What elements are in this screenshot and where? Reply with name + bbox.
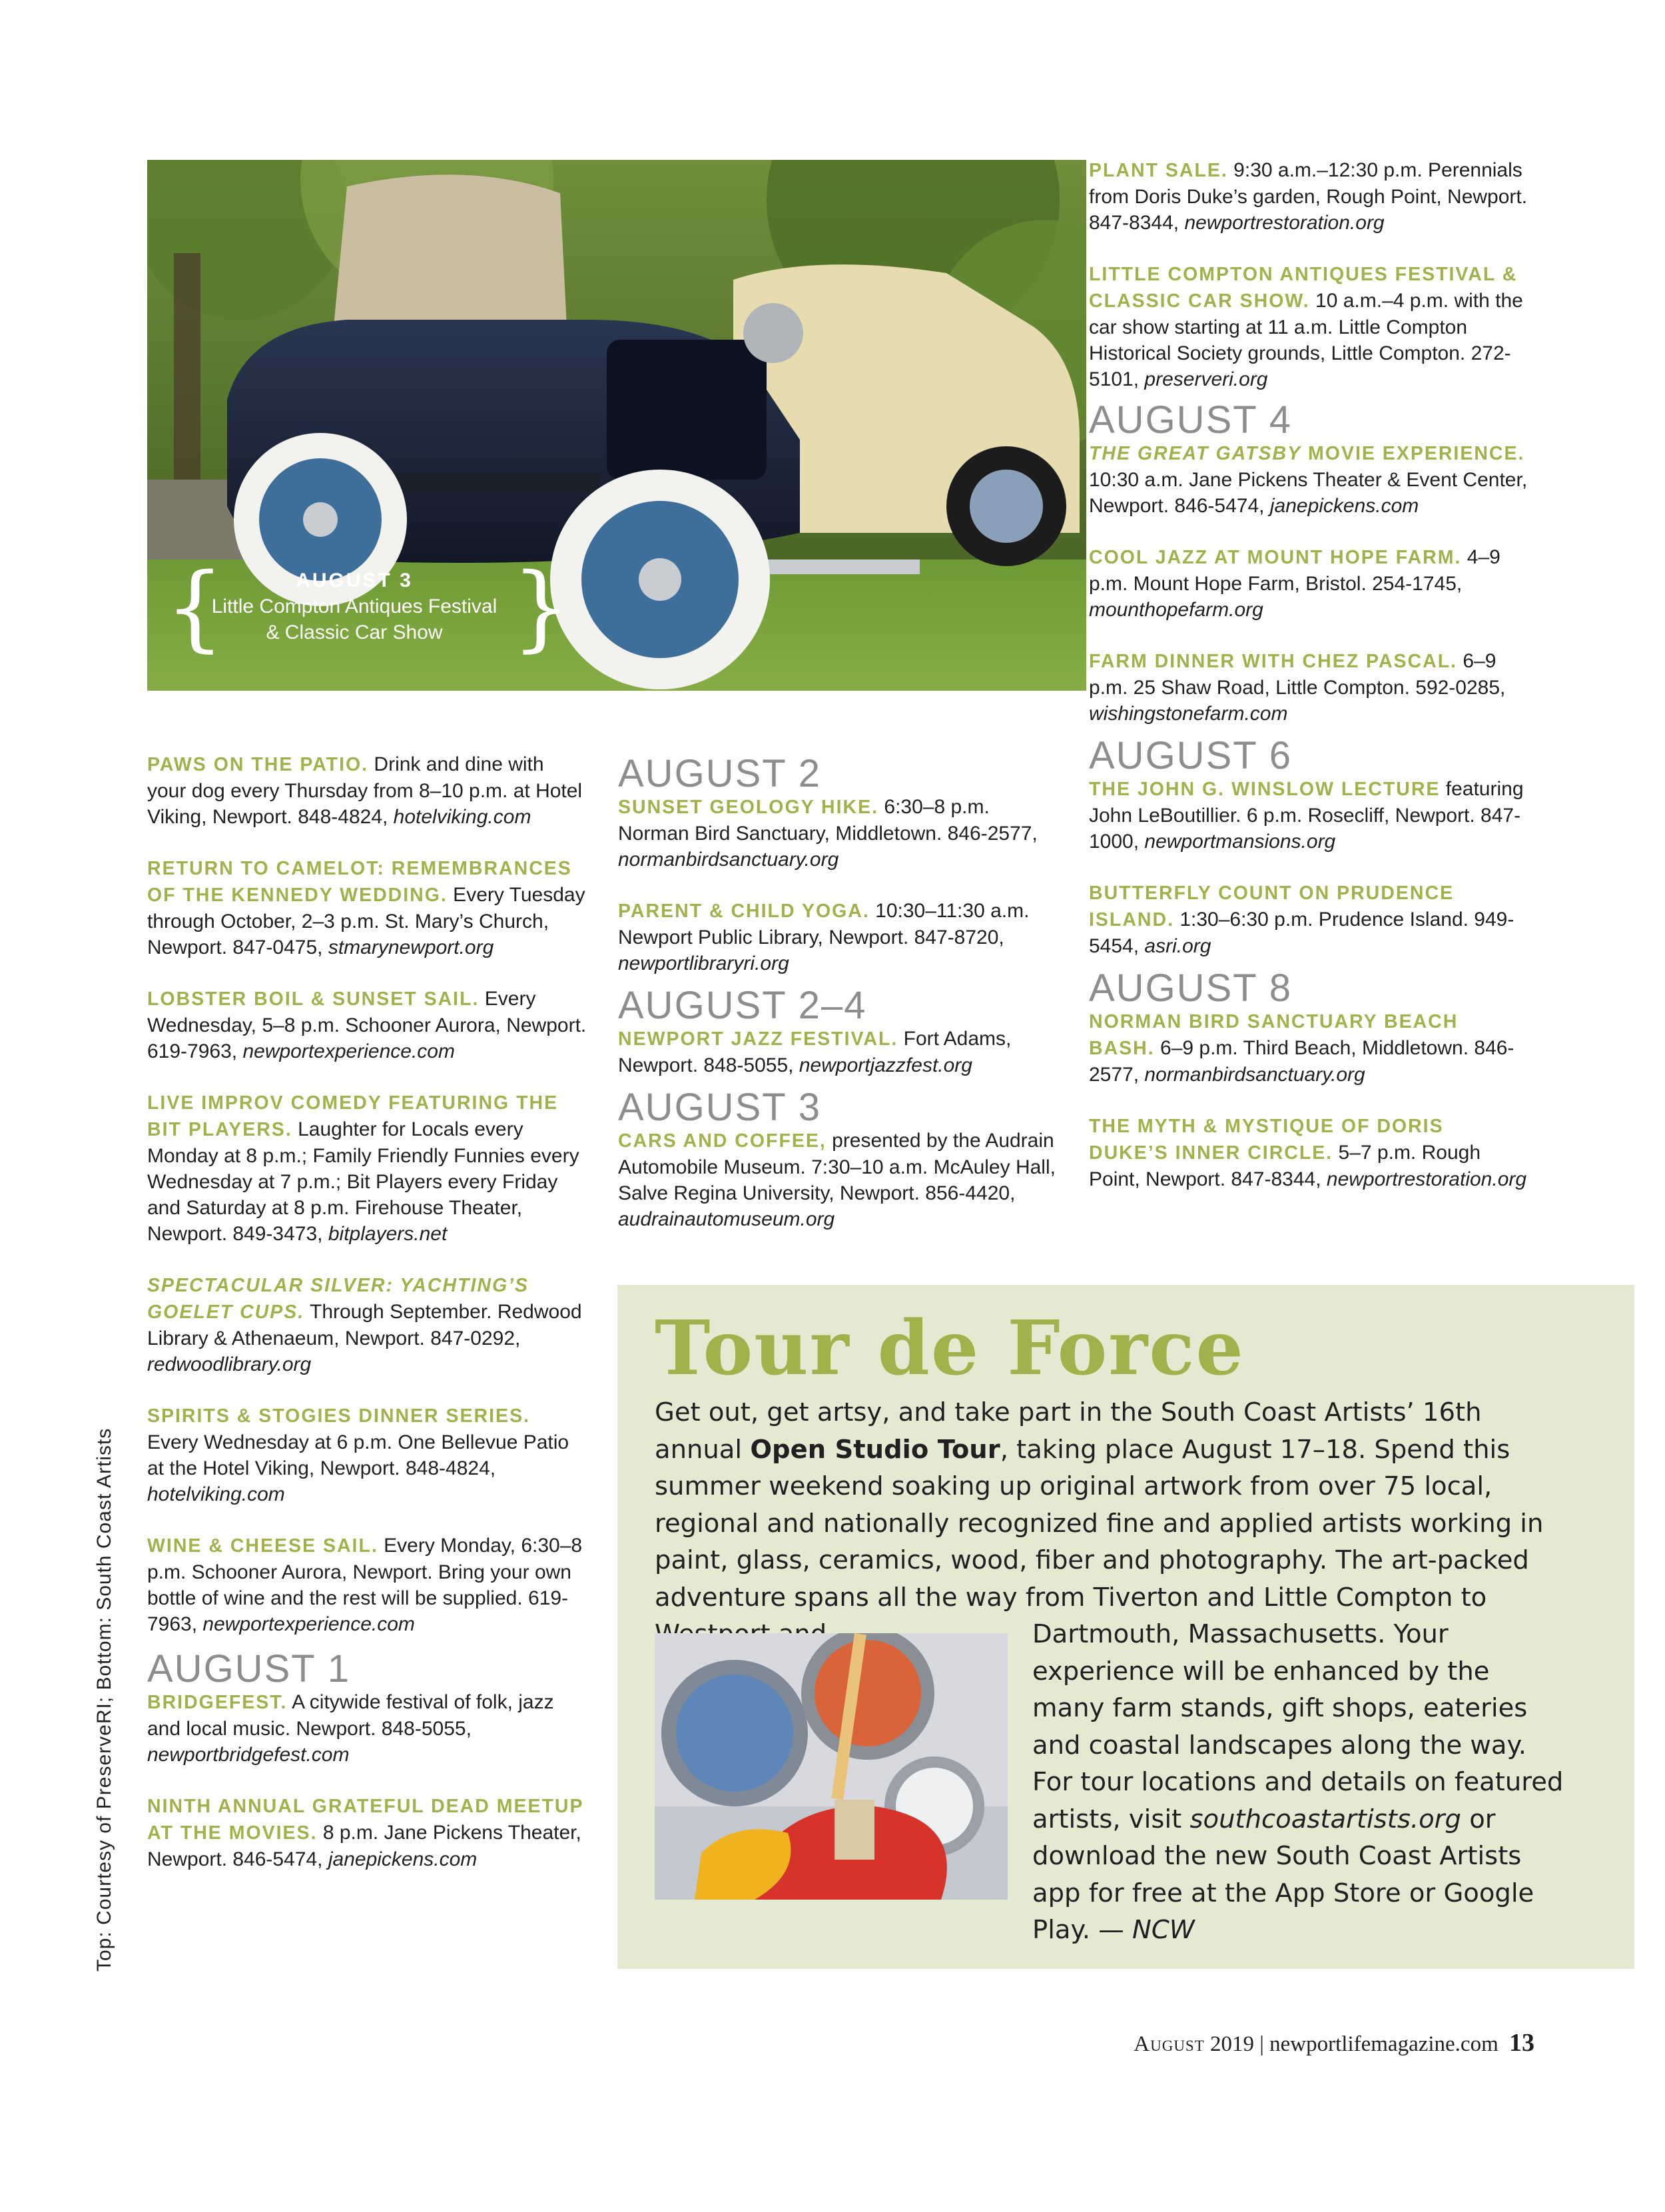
event-title: NEWPORT JAZZ FESTIVAL. (618, 1028, 898, 1050)
event-link[interactable]: newportexperience.com (242, 1040, 455, 1062)
event-link[interactable]: newportexperience.com (202, 1613, 415, 1635)
date-heading-aug-6: AUGUST 6 (1089, 734, 1293, 777)
event-title: LOBSTER BOIL & SUNSET SAIL. (147, 988, 480, 1010)
left-column (147, 751, 587, 1898)
event-link[interactable]: newportlibraryri.org (618, 952, 789, 974)
event-details: Laughter for Locals every Monday at 8 p.m.; Family Friendly Funnies every Wednesday at 7 p.m.; Bit Players every Friday and Saturday at 8 p.m. Firehouse Theater, Newport. 849-3473, (147, 1118, 579, 1245)
event-title: SPIRITS & STOGIES DINNER SERIES. (147, 1405, 530, 1427)
event-details: Every Wednesday, 5–8 p.m. Schooner Aurora, Newport. 619-7963, (147, 988, 587, 1062)
page-number: 13 (1509, 2029, 1534, 2057)
event-title: RETURN TO CAMELOT: REMEMBRANCES OF THE KENNEDY WEDDING. (147, 858, 572, 906)
event-lobster-boil (147, 986, 587, 1064)
date-heading-aug-3: AUGUST 3 (618, 1086, 822, 1129)
event-details: 9:30 a.m.–12:30 p.m. Perennials from Doris Duke’s garden, Rough Point, Newport. 847-8344, (1089, 159, 1528, 234)
event-details: 6:30–8 p.m. Norman Bird Sanctuary, Middletown. 846-2577, (618, 796, 1038, 845)
photo-caption (174, 567, 534, 645)
event-details: 4–9 p.m. Mount Hope Farm, Bristol. 254-1745, (1089, 546, 1500, 595)
event-paws-on-the-patio (147, 751, 587, 830)
event-details: Every Monday, 6:30–8 p.m. Schooner Aurora, Newport. Bring your own bottle of wine and the rest will be supplied. 619-7963, (147, 1535, 583, 1635)
page-footer (1134, 2028, 1534, 2057)
event-details: 5–7 p.m. Rough Point, Newport. 847-8344, (1089, 1142, 1481, 1190)
event-link[interactable]: janepickens.com (328, 1848, 478, 1870)
event-title: LITTLE COMPTON ANTIQUES FESTIVAL & CLASSIC CAR SHOW. (1089, 264, 1518, 312)
event-details: 10 a.m.–4 p.m. with the car show starting at 11 a.m. Little Compton Historical Society grounds, Little Compton. 272-5101, (1089, 290, 1523, 390)
footer-site[interactable]: newportlifemagazine.com (1269, 2032, 1498, 2056)
event-link[interactable]: normanbirdsanctuary.org (1144, 1064, 1365, 1086)
event-title: PLANT SALE. (1089, 160, 1228, 181)
footer-separator: | (1259, 2032, 1264, 2056)
event-sunset-geology-hike (618, 794, 1064, 873)
event-title: SUNSET GEOLOGY HIKE. (618, 797, 879, 818)
event-grateful-dead-meetup (147, 1793, 587, 1872)
caption-right-brace: } (511, 553, 571, 662)
event-parent-child-yoga (618, 898, 1064, 976)
event-live-improv (147, 1090, 587, 1247)
event-spirits-stogies (147, 1403, 587, 1507)
event-link[interactable]: newportjazzfest.org (799, 1054, 972, 1076)
event-title: NINTH ANNUAL GRATEFUL DEAD MEETUP AT THE MOVIES. (147, 1796, 584, 1844)
paint-cans-photo (655, 1633, 1008, 1900)
event-details: Every Wednesday at 6 p.m. One Bellevue Patio at the Hotel Viking, Newport. 848-4824, (147, 1431, 569, 1479)
tour-link[interactable]: southcoastartists.org (1189, 1804, 1461, 1834)
date-heading-aug-2: AUGUST 2 (618, 752, 822, 795)
event-link[interactable]: audrainautomuseum.org (618, 1208, 835, 1230)
event-title: BRIDGEFEST. (147, 1692, 288, 1713)
event-link[interactable]: newportrestoration.org (1184, 212, 1385, 234)
date-heading-aug-2-4: AUGUST 2–4 (618, 984, 867, 1027)
event-newport-jazz-festival (618, 1026, 1064, 1078)
caption-line-2: & Classic Car Show (266, 621, 443, 643)
caption-date: AUGUST 3 (296, 569, 413, 591)
event-cars-and-coffee (618, 1128, 1064, 1232)
tour-p2-lead: Dartmouth, Massachusetts. Your experience will be enhanced by the many farm stands, gift shops, eateries and coastal landscapes along the way. For tour locations and details on featured artists, visit (1032, 1619, 1564, 1834)
event-link[interactable]: newportmansions.org (1144, 831, 1336, 853)
event-beach-bash (1089, 1008, 1528, 1088)
tour-p1-lead: Get out, get artsy, and take part in the South Coast Artists’ 16th annual (655, 1397, 1482, 1465)
event-details: Fort Adams, Newport. 848-5055, (618, 1028, 1012, 1076)
event-return-to-camelot (147, 855, 587, 960)
event-title: NORMAN BIRD SANCTUARY BEACH BASH. (1089, 1011, 1459, 1059)
tour-p1-bold: Open Studio Tour (750, 1434, 1000, 1465)
event-details: 10:30–11:30 a.m. Newport Public Library, Newport. 847-8720, (618, 900, 1030, 948)
event-title: SPECTACULAR SILVER: YACHTING’S GOELET CUPS. (147, 1275, 529, 1323)
event-details: Drink and dine with your dog every Thursday from 8–10 p.m. at Hotel Viking, Newport. 848-4824, (147, 753, 583, 828)
event-link[interactable]: bitplayers.net (328, 1223, 448, 1245)
event-details: 6–9 p.m. 25 Shaw Road, Little Compton. 592-0285, (1089, 650, 1506, 699)
event-title: FARM DINNER WITH CHEZ PASCAL. (1089, 651, 1458, 672)
tour-p1-rest: , taking place August 17–18. Spend this summer weekend soaking up original artwork from over 75 local, regional and nationally recognized fine and applied artists working in paint, glass, ceramics, wood, fiber and photography. The art-packed adventure spans all the way from Tiverton and Little Compton to (655, 1434, 1544, 1613)
event-details: 6–9 p.m. Third Beach, Middletown. 846-2577, (1089, 1037, 1514, 1086)
event-title: THE MYTH & MYSTIQUE OF DORIS DUKE’S INNER CIRCLE. (1089, 1116, 1444, 1164)
event-myth-mystique (1089, 1113, 1528, 1192)
middle-column (618, 751, 1064, 1258)
event-details: 1:30–6:30 p.m. Prudence Island. 949-5454, (1089, 909, 1514, 957)
event-title: LIVE IMPROV COMEDY FEATURING THE BIT PLAYERS. (147, 1092, 559, 1140)
footer-month: August (1134, 2032, 1205, 2056)
event-butterfly-count (1089, 880, 1528, 959)
date-heading-aug-8: AUGUST 8 (1089, 966, 1293, 1010)
date-heading-aug-4: AUGUST 4 (1089, 398, 1293, 442)
event-link[interactable]: wishingstonefarm.com (1089, 703, 1288, 725)
event-link[interactable]: janepickens.com (1269, 495, 1419, 517)
event-details: Through September. Redwood Library & Athenaeum, Newport. 847-0292, (147, 1301, 582, 1349)
tour-title: Tour de Force (655, 1305, 1245, 1392)
date-heading-aug-1: AUGUST 1 (147, 1647, 351, 1690)
event-details: presented by the Audrain Automobile Museum. 7:30–10 a.m. McAuley Hall, Salve Regina University, Newport. 856-4420, (618, 1130, 1056, 1204)
event-link[interactable]: asri.org (1144, 935, 1211, 957)
event-link[interactable]: newportrestoration.org (1326, 1168, 1527, 1190)
event-cool-jazz (1089, 544, 1528, 623)
event-title: BUTTERFLY COUNT ON PRUDENCE ISLAND. (1089, 883, 1455, 930)
event-link[interactable]: mounthopefarm.org (1089, 599, 1263, 621)
event-title: THE JOHN G. WINSLOW LECTURE (1089, 779, 1441, 800)
event-link[interactable]: normanbirdsanctuary.org (618, 849, 839, 871)
tour-byline: — NCW (1098, 1915, 1195, 1945)
caption-line-1: Little Compton Antiques Festival (211, 595, 498, 617)
event-link[interactable]: stmarynewport.org (328, 936, 494, 958)
event-spectacular-silver (147, 1272, 587, 1377)
event-link[interactable]: hotelviking.com (147, 1483, 285, 1505)
event-link[interactable]: preserveri.org (1144, 368, 1268, 390)
footer-year: 2019 (1210, 2032, 1255, 2056)
tour-paragraph-2 (1032, 1616, 1565, 1949)
event-plant-sale (1089, 157, 1528, 236)
event-title: COOL JAZZ AT MOUNT HOPE FARM. (1089, 547, 1462, 568)
event-details: Every Tuesday through October, 2–3 p.m. St. Mary’s Church, Newport. 847-0475, (147, 884, 585, 958)
tour-p2-rest: or download the new South Coast Artists app for free at the App Store or Google Play. (1032, 1804, 1534, 1945)
event-details: A citywide festival of folk, jazz and local music. Newport. 848-5055, (147, 1691, 554, 1740)
tour-paragraph-1 (655, 1394, 1554, 1653)
event-details: 8 p.m. Jane Pickens Theater, Newport. 846-5474, (147, 1822, 581, 1870)
event-details: 10:30 a.m. Jane Pickens Theater & Event Center, Newport. 846-5474, (1089, 469, 1528, 517)
event-details: featuring John LeBoutillier. 6 p.m. Rosecliff, Newport. 847-1000, (1089, 778, 1524, 853)
caption-left-brace: { (165, 553, 225, 662)
event-link[interactable]: newportbridgefest.com (147, 1744, 350, 1766)
event-winslow-lecture (1089, 776, 1528, 855)
event-title: CARS AND COFFEE, (618, 1130, 827, 1152)
event-title: MOVIE EXPERIENCE. (1301, 443, 1525, 464)
event-title: PAWS ON THE PATIO. (147, 754, 369, 775)
event-wine-cheese-sail (147, 1533, 587, 1637)
event-title: WINE & CHEESE SAIL. (147, 1535, 378, 1557)
event-bridgefest (147, 1689, 587, 1768)
event-little-compton-antiques (1089, 261, 1528, 392)
right-column (1089, 157, 1528, 1218)
event-great-gatsby (1089, 440, 1528, 519)
photo-credit: Top: Courtesy of PreserveRI; Bottom: South Coast Artists (93, 1427, 115, 1972)
event-title-italic: THE GREAT GATSBY (1089, 443, 1302, 464)
event-farm-dinner (1089, 648, 1528, 727)
event-title: PARENT & CHILD YOGA. (618, 901, 870, 922)
event-link[interactable]: hotelviking.com (393, 806, 531, 828)
event-link[interactable]: redwoodlibrary.org (147, 1353, 312, 1375)
